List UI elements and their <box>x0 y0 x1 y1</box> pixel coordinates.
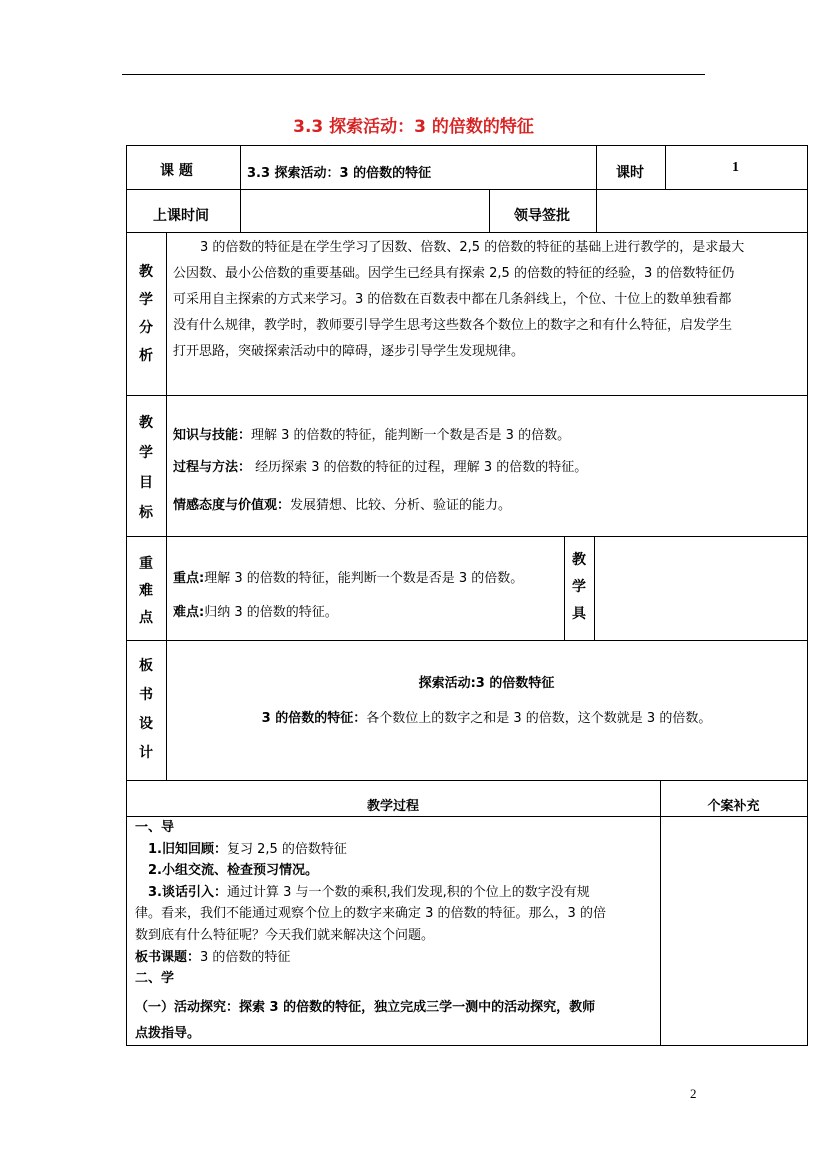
board-topic: 板书课题：3 的倍数的特征 <box>135 949 291 965</box>
intro-item: 3.谈话引入：通过计算 3 与一个数的乘积,我们发现,积的个位上的数字没有规 <box>148 884 590 900</box>
table-line <box>126 780 808 781</box>
document-title: 3.3 探索活动：3 的倍数的特征 <box>293 117 534 137</box>
key-point: 重点:理解 3 的倍数的特征，能判断一个数是否是 3 的倍数。 <box>173 571 524 586</box>
supplement-header: 个案补充 <box>707 799 760 814</box>
board-label: 板 书 设 计 <box>139 658 153 761</box>
topic-value: 3.3 探索活动：3 的倍数的特征 <box>247 166 432 181</box>
intro-line-2: 律。看来，我们不能通过观察个位上的数字来确定 3 的倍数的特征。那么，3 的倍 <box>135 906 606 922</box>
hours-value: 1 <box>732 160 739 175</box>
teaching-tools-label: 教 学 具 <box>572 552 586 622</box>
section-learn: 二、学 <box>135 971 175 987</box>
board-heading: 探索活动:3 的倍数特征 <box>418 676 555 691</box>
goal-process: 过程与方法： 经历探索 3 的倍数的特征的过程，理解 3 的倍数的特征。 <box>173 460 588 475</box>
goals-label: 教 学 目 标 <box>139 415 153 521</box>
table-line <box>126 395 808 396</box>
class-time-label: 上课时间 <box>153 208 209 224</box>
hours-label: 课时 <box>616 165 644 181</box>
difficult-point: 难点:归纳 3 的倍数的特征。 <box>173 605 338 620</box>
table-line <box>126 232 808 233</box>
page-number: 2 <box>690 1086 697 1101</box>
keypoints-label: 重 难 点 <box>139 556 153 626</box>
approval-label: 领导签批 <box>514 208 570 224</box>
intro-line-3: 数到底有什么特征呢？今天我们就来解决这个问题。 <box>135 927 435 943</box>
table-line <box>665 145 666 189</box>
review-item: 1.旧知回顾：复习 2,5 的倍数特征 <box>148 841 347 857</box>
goal-knowledge: 知识与技能：理解 3 的倍数的特征，能判断一个数是否是 3 的倍数。 <box>173 428 571 443</box>
table-line <box>126 189 808 190</box>
topic-label: 课 题 <box>160 163 193 179</box>
table-line <box>660 780 661 1045</box>
table-line <box>166 232 167 780</box>
table-line <box>489 189 490 232</box>
analysis-text: 3 的倍数的特征是在学生学习了因数、倍数、2,5 的倍数的特征的基础上进行教学的，是求最大 公因数、最小公倍数的重要基础。因学生已经具有探索 2,5 的倍数的特征的经验，3 的倍数特征仍 可采用自主探索的方式来学习。3 的倍数在百数表中都在几条斜线上，个位、十位上的数单独看都 没有什么规律，教学时，教师要引导学生思考这些数各个数位上的数字之和有什么特征，启发学生 打开思路，突破探索活动中的障碍，逐步引导学生发现规律。 <box>173 240 745 359</box>
table-line <box>126 640 808 641</box>
table-line <box>240 145 241 232</box>
table-line <box>807 145 808 1045</box>
table-line <box>126 536 808 537</box>
header-rule <box>122 74 705 75</box>
activity-line-1: （一）活动探究：探索 3 的倍数的特征，独立完成三学一测中的活动探究，教师 <box>135 999 596 1015</box>
process-body <box>135 817 660 1047</box>
table-line <box>596 145 597 189</box>
analysis-label: 教 学 分 析 <box>139 264 153 364</box>
group-item: 2.小组交流、检查预习情况。 <box>148 863 318 879</box>
goal-attitude: 情感态度与价值观：发展猜想、比较、分析、验证的能力。 <box>173 498 512 513</box>
board-feature: 3 的倍数的特征：各个数位上的数字之和是 3 的倍数，这个数就是 3 的倍数。 <box>261 711 712 726</box>
process-header: 教学过程 <box>366 799 419 814</box>
activity-line-2: 点拨指导。 <box>135 1025 201 1041</box>
table-line <box>126 145 808 146</box>
table-line <box>596 189 597 232</box>
section-guide: 一、导 <box>135 820 175 835</box>
